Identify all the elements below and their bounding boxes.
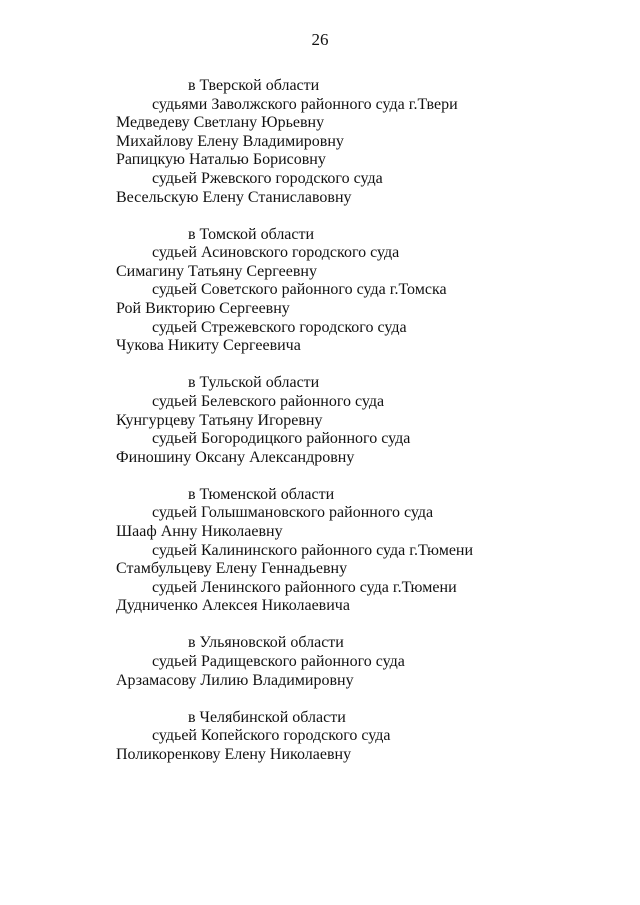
judge-name: Поликоренкову Елену Николаевну [116,745,352,763]
region-section [116,77,616,207]
region-section [116,374,616,467]
court-line: судьей Белевского районного суда [152,392,385,410]
judge-name: Симагину Татьяну Сергеевну [116,262,317,280]
judge-name: Рой Викторию Сергеевну [116,300,290,318]
region-heading: в Ульяновской области [188,634,344,652]
judge-name: Чукова Никиту Сергеевича [116,337,301,355]
region-section [116,709,616,765]
court-line: судьей Богородицкого районного суда [152,430,411,448]
judge-name: Арзамасову Лилию Владимировну [116,671,354,689]
judge-name: Кунгурцеву Татьяну Игоревну [116,411,323,429]
court-line: судьей Ленинского районного суда г.Тюмени [152,578,457,596]
region-heading: в Тульской области [188,374,320,392]
court-line: судьями Заволжского районного суда г.Твери [152,95,458,113]
judge-name: Рапицкую Наталью Борисовну [116,151,326,169]
judge-name: Михайлову Елену Владимировну [116,132,344,150]
judge-name: Медведеву Светлану Юрьевну [116,114,325,132]
court-line: судьей Радищевского районного суда [152,653,405,671]
region-section [116,486,616,616]
region-heading: в Томской области [188,225,315,243]
judge-name: Весельскую Елену Станиславовну [116,188,352,206]
judge-name: Дудниченко Алексея Николаевича [116,597,350,615]
court-line: судьей Советского районного суда г.Томска [152,281,447,299]
region-heading: в Челябинской области [188,708,346,726]
court-line: судьей Асиновского городского суда [152,244,400,262]
region-section [116,226,616,356]
court-line: судьей Калининского районного суда г.Тюмени [152,541,474,559]
court-line: судьей Стрежевского городского суда [152,318,407,336]
court-line: судьей Копейского городского суда [152,727,391,745]
appointments-list [116,77,616,783]
court-line: судьей Голышмановского районного суда [152,504,434,522]
region-section [116,634,616,690]
page-number: 26 [311,30,329,49]
region-heading: в Тюменской области [188,485,335,503]
court-line: судьей Ржевского городского суда [152,169,383,187]
judge-name: Финошину Оксану Александровну [116,448,355,466]
judge-name: Шааф Анну Николаевну [116,522,283,540]
judge-name: Стамбульцеву Елену Геннадьевну [116,560,348,578]
region-heading: в Тверской области [188,77,320,94]
